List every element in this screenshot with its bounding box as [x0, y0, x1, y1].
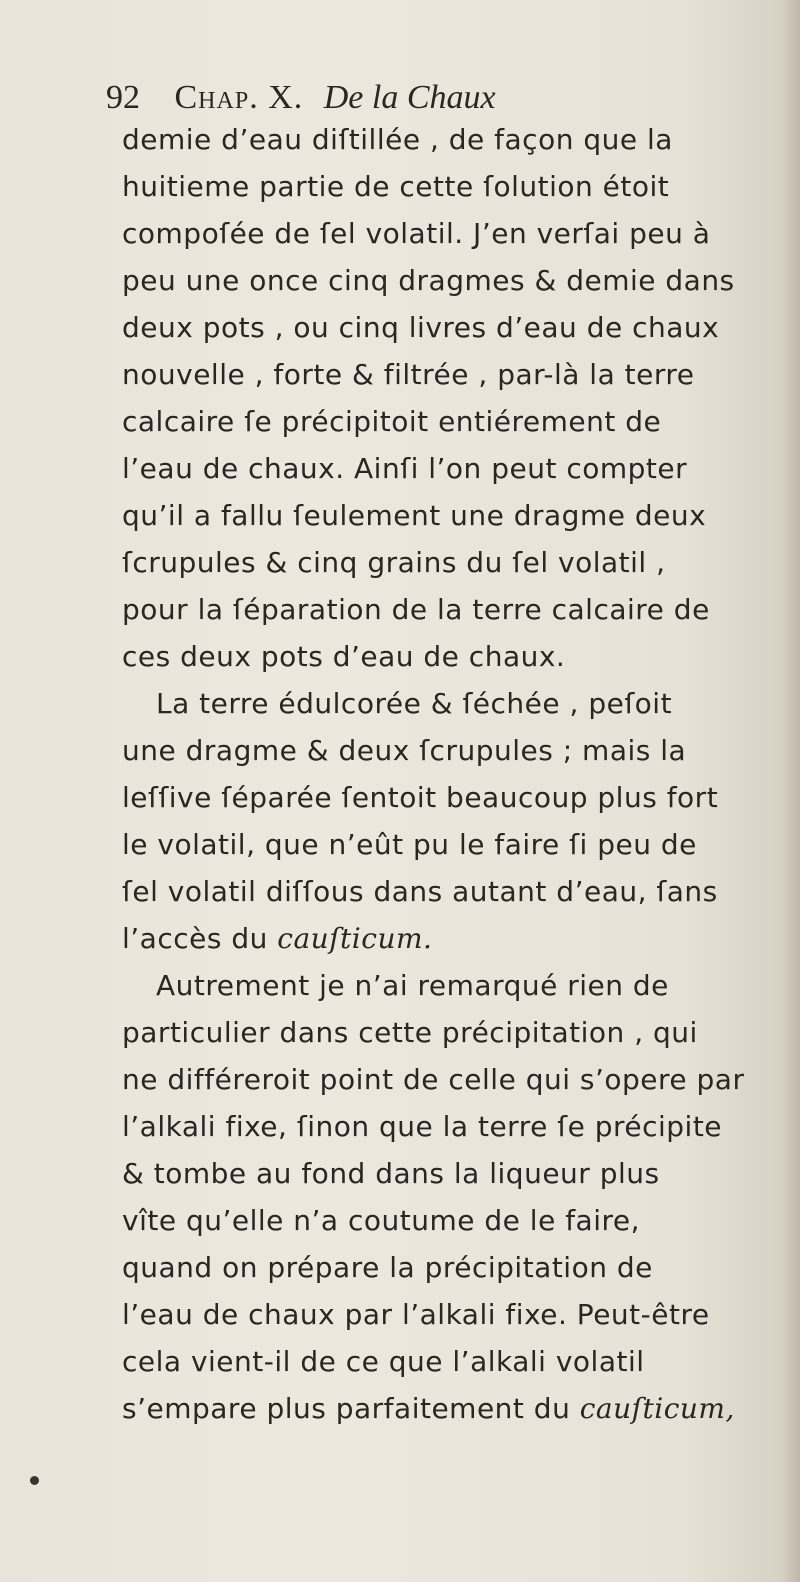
text-line: peu une once cinq dragmes & demie dans — [122, 264, 735, 297]
body-text — [122, 116, 770, 1432]
ink-spot — [30, 1476, 39, 1485]
text-line: deux pots , ou cinq livres d’eau de chaux — [122, 311, 720, 344]
text-line-roman: l’accès du — [122, 922, 268, 955]
text-line — [122, 1385, 770, 1432]
text-line: ne différeroit point de celle qui s’opere par — [122, 1063, 745, 1096]
text-line: le volatil, que n’eût pu le faire ſi peu de — [122, 828, 697, 861]
text-line-roman: s’empare plus parfaitement du — [122, 1392, 571, 1425]
text-line: l’eau de chaux par l’alkali fixe. Peut-être — [122, 1298, 710, 1331]
italic-term: cauſticum, — [579, 1392, 735, 1425]
paragraph-start-line: Autrement je n’ai remarqué rien de — [156, 969, 669, 1002]
text-line: ſel volatil diſſous dans autant d’eau, ſans — [122, 875, 718, 908]
text-line: demie d’eau diſtillée , de façon que la — [122, 123, 673, 156]
paragraph-start-line: La terre édulcorée & ſéchée , peſoit — [156, 687, 673, 720]
page-edge-shadow — [782, 0, 800, 1582]
text-line — [122, 915, 770, 962]
text-line: particulier dans cette précipitation , qui — [122, 1016, 698, 1049]
text-line: ſcrupules & cinq grains du ſel volatil , — [122, 546, 666, 579]
chapter-subject: De la Chaux — [323, 79, 496, 116]
text-line: cela vient-il de ce que l’alkali volatil — [122, 1345, 645, 1378]
running-header — [106, 78, 766, 118]
italic-term: cauſticum. — [277, 922, 433, 955]
text-line: calcaire ſe précipitoit entiérement de — [122, 405, 662, 438]
chapter-title: Chap. X. — [174, 79, 304, 116]
text-line: ces deux pots d’eau de chaux. — [122, 640, 566, 673]
text-line: pour la ſéparation de la terre calcaire de — [122, 593, 710, 626]
text-line: l’eau de chaux. Ainſi l’on peut compter — [122, 452, 688, 485]
text-line: qu’il a fallu ſeulement une dragme deux — [122, 499, 707, 532]
text-line: nouvelle , forte & filtrée , par-là la terre — [122, 358, 695, 391]
text-line: compoſée de ſel volatil. J’en verſai peu à — [122, 217, 711, 250]
page-number: 92 — [106, 79, 140, 116]
text-line: l’alkali fixe, ſinon que la terre ſe précipite — [122, 1110, 723, 1143]
text-line: & tombe au fond dans la liqueur plus — [122, 1157, 660, 1190]
text-line: une dragme & deux ſcrupules ; mais la — [122, 734, 687, 767]
text-line: quand on prépare la précipitation de — [122, 1251, 653, 1284]
text-line: vîte qu’elle n’a coutume de le faire, — [122, 1204, 641, 1237]
text-line: leſſive ſéparée ſentoit beaucoup plus fort — [122, 781, 719, 814]
text-line: huitieme partie de cette ſolution étoit — [122, 170, 670, 203]
